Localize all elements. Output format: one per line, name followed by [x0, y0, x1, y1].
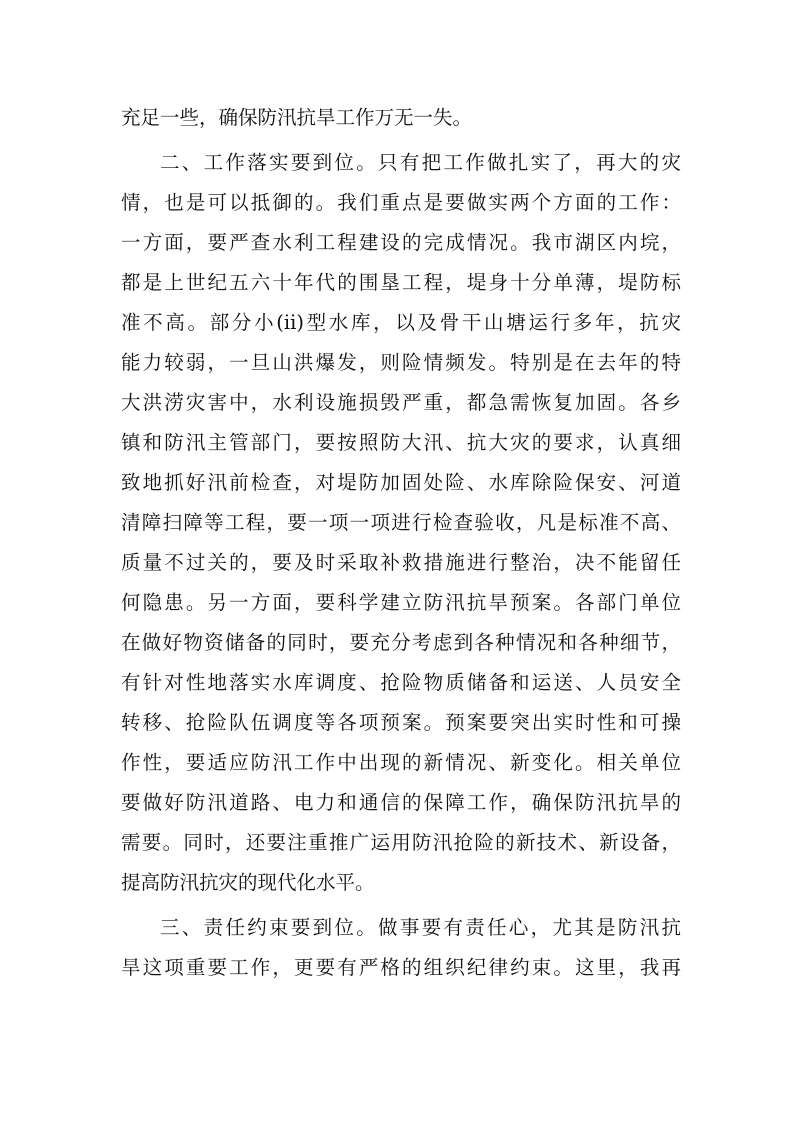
text-line: 清障扫障等工程，要一项一项进行检查验收，凡是标准不高、 [121, 511, 681, 534]
text-line: 情，也是可以抵御的。我们重点是要做实两个方面的工作： [121, 191, 681, 214]
text-line: 充足一些，确保防汛抗旱工作万无一失。 [121, 106, 473, 129]
text-line: 镇和防汛主管部门，要按照防大汛、抗大灾的要求，认真细 [121, 431, 681, 454]
text-line: 作性，要适应防汛工作中出现的新情况、新变化。相关单位 [121, 751, 681, 774]
text-line: 提高防汛抗灾的现代化水平。 [121, 871, 375, 894]
text-line: 准不高。部分小(ii)型水库，以及骨干山塘运行多年，抗灾 [121, 311, 681, 334]
section-heading-line: 三、责任约束要到位。做事要有责任心，尤其是防汛抗 [160, 916, 681, 939]
text-line: 大洪涝灾害中，水利设施损毁严重，都急需恢复加固。各乡 [121, 391, 681, 414]
text-line: 质量不过关的，要及时采取补救措施进行整治，决不能留任 [121, 551, 681, 574]
text-line: 需要。同时，还要注重推广运用防汛抢险的新技术、新设备， [121, 831, 681, 854]
text-line: 何隐患。另一方面，要科学建立防汛抗旱预案。各部门单位 [121, 591, 681, 614]
text-line: 有针对性地落实水库调度、抢险物质储备和运送、人员安全 [121, 671, 681, 694]
text-line: 能力较弱，一旦山洪爆发，则险情频发。特别是在去年的特 [121, 351, 681, 374]
text-line: 旱这项重要工作，更要有严格的组织纪律约束。这里，我再 [121, 956, 681, 979]
section-heading-line: 二、工作落实要到位。只有把工作做扎实了，再大的灾 [160, 151, 681, 174]
text-line: 在做好物资储备的同时，要充分考虑到各种情况和各种细节， [121, 631, 681, 654]
text-line: 都是上世纪五六十年代的围垦工程，堤身十分单薄，堤防标 [121, 271, 681, 294]
text-line: 转移、抢险队伍调度等各项预案。预案要突出实时性和可操 [121, 711, 681, 734]
text-line: 致地抓好汛前检查，对堤防加固处险、水库除险保安、河道 [121, 471, 681, 494]
text-line: 一方面，要严查水利工程建设的完成情况。我市湖区内垸， [121, 231, 681, 254]
text-line: 要做好防汛道路、电力和通信的保障工作，确保防汛抗旱的 [121, 791, 681, 814]
